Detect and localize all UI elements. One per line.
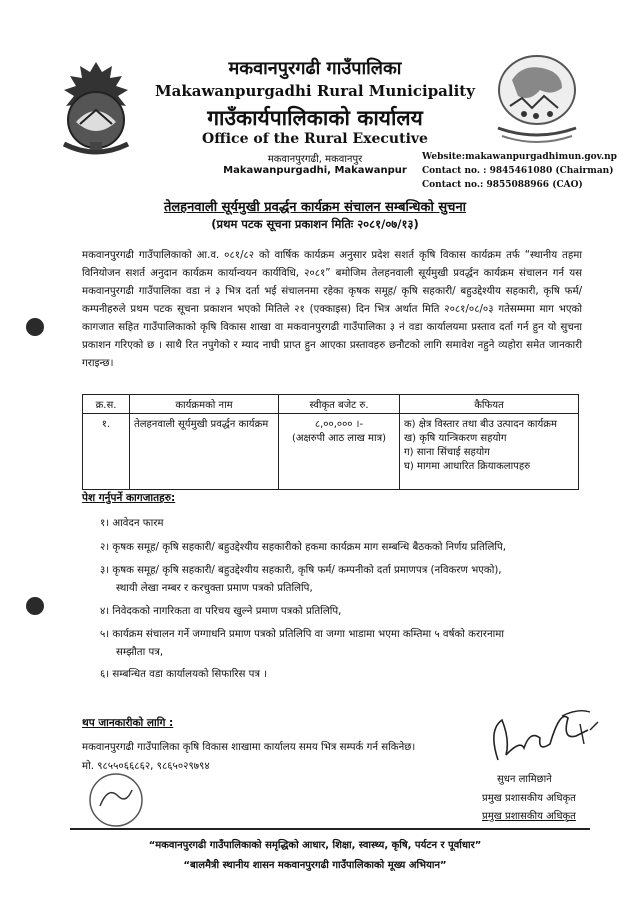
signatory-name: सुधन लामिछाने xyxy=(497,774,552,785)
doc-item: स्थायी लेखा नम्बर र करचुक्ता प्रमाण पत्रको प्रतिलिपि, xyxy=(116,583,313,594)
doc-item: ६। सम्बन्धित वडा कार्यालयको सिफारिस पत्र । xyxy=(100,669,268,680)
doc-item: १। आवेदन फारम xyxy=(100,518,164,529)
punch-hole-top xyxy=(26,318,44,336)
remark-item: ग) साना सिंचाई सहयोग xyxy=(404,447,490,458)
program-table xyxy=(82,394,579,490)
contact-chairman: Contact no. : 9845461080 (Chairman) xyxy=(422,166,614,176)
notice-subtitle: (प्रथम पटक सूचना प्रकाशन मितिः २०८१/०७/१३) xyxy=(211,217,419,231)
more-info-text: मकवानपुरगढी गाउँपालिका कृषि विकास शाखामा कार्यालय समय भित्र सम्पर्क गर्न सकिनेछ। xyxy=(82,742,416,753)
cell-sn: १. xyxy=(83,414,130,490)
footer-line1: “मकवानपुरगढी गाउँपालिकाको समृद्धिको आधार, शिक्षा, स्वास्थ्य, कृषि, पर्यटन र पूर्वाधार” xyxy=(148,840,482,851)
budget-amount: ८,००,००० ।- xyxy=(314,419,364,430)
more-info-heading: थप जानकारीको लागि : xyxy=(82,717,174,729)
office-np: गाउँकार्यपालिकाको कार्यालय xyxy=(207,105,423,130)
cell-remarks xyxy=(400,414,579,490)
doc-item: सम्झौता पत्र, xyxy=(116,647,164,658)
doc-item: २। कृषक समूह/ कृषि सहकारी/ बहुउद्देश्यीय सहकारीको हकमा कार्यक्रम माग सम्बन्धि बैठकको निर्णय प्रतिलिपि, xyxy=(100,542,507,553)
table-header-row xyxy=(83,395,579,414)
more-info-phone: मो. ९८५५०६६८६२, ९८६५०२९७९४ xyxy=(82,761,210,772)
signatory-designation: प्रमुख प्रशासकीय अधिकृत xyxy=(482,793,576,804)
remark-item: घ) मागमा आधारित क्रियाकलापहरु xyxy=(404,461,531,472)
doc-item: ३। कृषक समूह/ कृषि सहकारी/ बहुउद्देश्यीय सहकारी, कृषि फर्म/ कम्पनीको दर्ता प्रमाणपत्र (नविकरण भएको), xyxy=(100,565,502,576)
table-row xyxy=(83,414,579,490)
signatory-designation-underlined: प्रमुख प्रशासकीय अधिकृत xyxy=(482,811,576,822)
stamp-icon xyxy=(86,770,146,830)
notice-title: तेलहनवाली सूर्यमुखी प्रवर्द्धन कार्यक्रम संचालन सम्बन्धिको सुचना xyxy=(163,200,467,215)
title-np: मकवानपुरगढी गाउँपालिका xyxy=(228,58,402,79)
doc-item: ५। कार्यक्रम संचालन गर्ने जग्गाधनि प्रमाण पत्रको प्रतिलिपि वा जग्गा भाडामा भएमा कम्तिमा ५ वर्षको करारनामा xyxy=(100,629,504,640)
website: Website:makawanpurgadhimun.gov.np xyxy=(422,152,617,162)
contact-cao: Contact no.: 9855088966 (CAO) xyxy=(422,180,583,190)
budget-words: (अक्षरुपी आठ लाख मात्र) xyxy=(291,433,387,444)
col-program: कार्यक्रमको नाम xyxy=(130,395,279,414)
punch-hole-bottom xyxy=(26,597,44,615)
remark-item: क) क्षेत्र विस्तार तथा बीउ उत्पादन कार्यक्रम xyxy=(404,419,557,430)
title-en: Makawanpurgadhi Rural Municipality xyxy=(155,82,475,100)
office-en: Office of the Rural Executive xyxy=(202,131,428,147)
signature-icon xyxy=(480,700,610,770)
address-np: मकवानपुरगढी, मकवानपुर xyxy=(267,154,363,165)
footer-rule xyxy=(70,828,590,830)
doc-item: ४। निवेदकको नागरिकता वा परिचय खुल्ने प्रमाण पत्रको प्रतिलिपि, xyxy=(100,606,342,617)
col-remarks: कैफियत xyxy=(400,395,579,414)
cell-budget xyxy=(279,414,400,490)
remark-item: ख) कृषि यान्त्रिकरण सहयोग xyxy=(404,433,507,444)
notice-body: मकवानपुरगढी गाउँपालिकाको आ.व. ०८१/८२ को वार्षिक कार्यक्रम अनुसार प्रदेश सशर्त कृषि विकास कार्यक्रम तर्फ “स्थानीय तहमा विनियोजन सशर्त अनुदान कार्यक्रम कार्यान्वयन कार्यविधि, २०८१” बमोजिम तेलहनवाली सूर्यमुखी प्रवर्द्धन कार्यक्रम संचालन गर्न यस मकवानपुरगढी गाउँपालिका वडा नं ३ भित्र दर्ता भई संचालनमा रहेका कृषक समूह/ कृषि सहकारी/ बहुउद्देश्यीय सहकारी, कृषि फर्म/ कम्पनीहरुले प्रथम पटक सूचना प्रकाशन भएको मितिले २१ (एक्काइस) दिन भित्र अर्थात मिति २०८१/०८/०३ गतेसम्ममा माग भएको कागजात सहित गाउँपालिकाको कृषि विकास शाखा वा मकवानपुरगढी गाउँपालिका ३ नं वडा कार्यालयमा प्रस्ताव दर्ता गर्न हुन यो सुचना प्रकाशन गरिएको छ । साथै रित नपुगेको र म्याद नाघी प्राप्त हुन आएका प्रस्तावहरु छनौटको लागि समावेश नहुने व्यहोरा समेत जानकारी गराइन्छ। xyxy=(82,250,582,369)
documents-heading: पेश गर्नुपर्ने कागजातहरु: xyxy=(82,492,176,504)
col-budget: स्वीकृत बजेट रु. xyxy=(279,395,400,414)
footer-line2: “बालमैत्री स्थानीय शासन मकवानपुरगढी गाउँपालिकाको मूख्य अभियान” xyxy=(183,860,447,871)
col-sn: क्र.स. xyxy=(83,395,130,414)
cell-program: तेलहनवाली सूर्यमुखी प्रवर्द्धन कार्यक्रम xyxy=(130,414,279,490)
address-en: Makawanpurgadhi, Makawanpur xyxy=(223,165,407,176)
